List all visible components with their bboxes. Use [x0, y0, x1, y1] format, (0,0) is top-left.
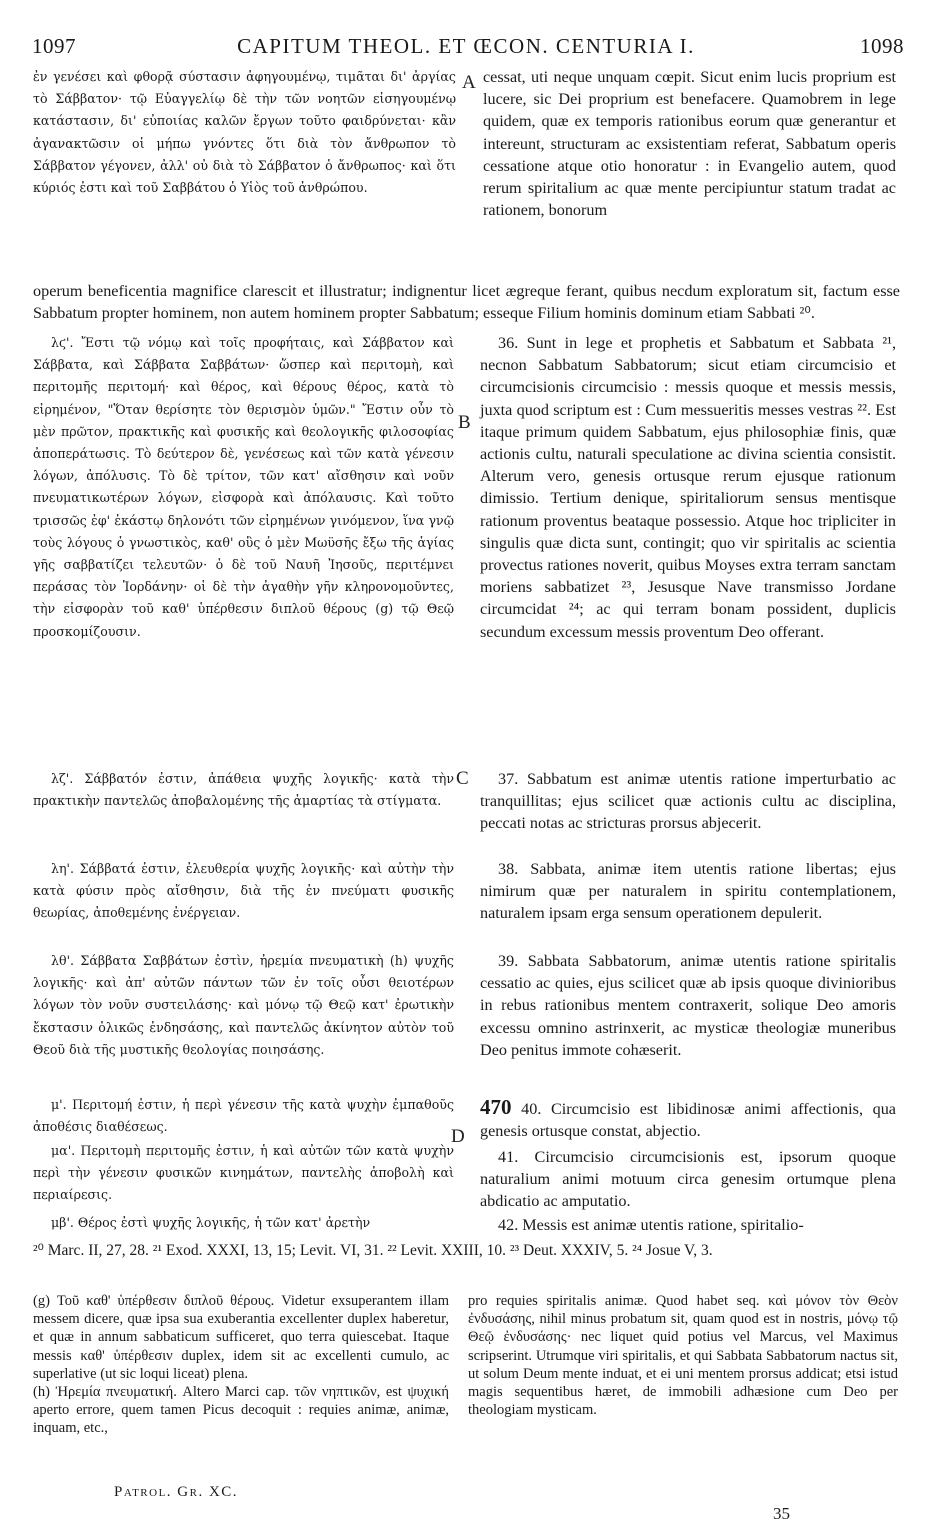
- greek-text-36: λϛ'. Ἔστι τῷ νόμῳ καὶ τοῖς προφήταις, καὶ Σάββατον καὶ Σάββατα, καὶ Σάββατα Σαββάτων· ὥσπερ καὶ περιτομὴ, καὶ περιτομῆς περιτομή· καὶ θέρος, καὶ θέρους θέρος, κατὰ τὸ εἰρημένον, "Ὅταν θερίσητε τὸν θερισμὸν ὑμῶν." Ἔστιν οὖν τὸ μὲν πρῶτον, πρακτικῆς καὶ φυσικῆς καὶ θεολογικῆς φιλοσοφίας ἀποπεράτωσις. Τὸ δεύτερον δὲ, γενέσεως καὶ τῶν κατὰ γένεσιν λόγων, ἀπόλυσις. Τὸ δὲ τρίτον, τῶν κατ' αἴσθησιν καὶ νοῦν πνευματικωτέρων λόγων, εἰσφορὰ καὶ ἀπόλαυσις. Καὶ τοῦτο τρισσῶς ἐφ' ἑκάστῳ δηλονότι τῶν εἰρημένων γινόμενον, ἵνα γνῷ τοὺς λόγους ὁ γνωστικὸς, καθ' οὓς ὁ μὲν Μωϋσῆς ἔξω τῆς ἁγίας γῆς σαββατίζει τελευτῶν· ὁ δὲ τοῦ Ναυῆ Ἰησοῦς, περιτέμνει περάσας τὸν Ἰορδάνην· οἱ δὲ τὴν ἀγαθὴν γῆν κληρονομοῦντες, τὴν εἰσφορὰν τοῦ καθ' ὑπέρθεσιν διπλοῦ θέρους (g) τῷ Θεῷ προσκομίζουσιν.: [33, 335, 454, 639]
- sheet-number: 35: [773, 1504, 790, 1523]
- latin-intro-continuation: [33, 264, 900, 341]
- left-column-number: 1097: [32, 34, 76, 58]
- greek-paragraph-intro: ἐν γενέσει καὶ φθορᾷ σύστασιν ἀφηγουμένῳ, τιμᾶται δι' ἀργίας τὸ Σάββατον· τῷ Εὐαγγελίῳ δὲ τὴν τῶν νοητῶν εἰσηγουμένῳ κατάστασιν, δι' εὐποιίας καλῶν ἔργων τοῦτο φαιδρύνεται· κἂν ἀγανακτῶσιν οἱ μήπω γνόντες ὅτι διὰ τὸν ἄνθρωπον τὸ Σάββατον γέγονεν, ἀλλ' οὐ διὰ τὸ Σάββατον ὁ ἄνθρωπος· καὶ ὅτι κύριός ἐστι καὶ τοῦ Σαββάτου ὁ Υἱὸς τοῦ ἀνθρώπου.: [33, 69, 456, 196]
- greek-text-39: λθ'. Σάββατα Σαββάτων ἐστὶν, ἠρεμία πνευματικὴ (h) ψυχῆς λογικῆς· καὶ ἀπ' αὐτῶν πάντων τῶν ἐν τοῖς οὖσι θειοτέρων λόγων τὸν νοῦν συστειλάσης· καὶ μόνῳ τῷ Θεῷ κατ' ἐρωτικὴν ἔκστασιν ὁλικῶς ἐνδησάσης, καὶ παντελῶς ἀκίνητον αὐτὸν τοῦ Θεοῦ διὰ τῆς μυστικῆς θεολογίας ποιησάσης.: [33, 953, 454, 1057]
- latin-chapter-36: [480, 332, 896, 643]
- greek-chapter-40: [33, 1094, 454, 1138]
- note-h-continuation: pro requies spiritalis animæ. Quod habet seq. καὶ μόνον τὸν Θεὸν ἐνδυσάσης, nihil minus probatum sit, quam quod est in nostris, μόνῳ τῷ Θεῷ ἐνδυσάσης· nec liquet quid potius vel Marcus, vel Maximus scripserint. Utrumque viri spiritalis, et qui Sabbata Sabbatorum nactus sit, ut solum Deum mente induat, et ei uni mentem prorsus addicat; etsi istud magis sequentibus hæret, de immobili adhæsione cum Deo per theologiam mysticam.: [468, 1293, 898, 1419]
- editor-notes-right: [468, 1292, 898, 1419]
- latin-text-41: 41. Circumcisio circumcisionis est, ipsorum quoque naturalium animi motuum circa genesim ortumque plena abdicatio ac amputatio.: [480, 1148, 896, 1211]
- margin-marker-d: D: [451, 1126, 465, 1147]
- signature-mark: Patrol. Gr. XC.: [114, 1484, 239, 1500]
- margin-marker-a: A: [462, 72, 476, 93]
- latin-text-39: 39. Sabbata Sabbatorum, animæ utentis ratione spiritalis cessatio ac quies, ejus scilicet quæ ab ipsis quoque divinioribus in rebus rationibus mentem contraxerit, solique Deo amoris excessu omnino astrinxerit, ac mysticæ theologiæ muneribus Deo penitus immote cohæserit.: [480, 952, 896, 1059]
- margin-marker-c: C: [456, 768, 469, 789]
- note-h: (h) Ἠρεμία πνευματική. Altero Marci cap. τῶν νηπτικῶν, est ψυχική aperto errore, quem tamen Picus decoquit : requies animæ, animæ, inquam, etc.,: [33, 1384, 449, 1437]
- greek-chapter-39: [33, 950, 454, 1061]
- editor-notes-left: [33, 1292, 449, 1438]
- latin-text-40: 40. Circumcisio est libidinosæ animi affectionis, qua genesis ortusque constat, abjectio.: [480, 1100, 896, 1141]
- latin-column-intro: [483, 66, 896, 221]
- greek-text-40: μ'. Περιτομή ἐστιν, ἡ περὶ γένεσιν τῆς κατὰ ψυχὴν ἐμπαθοῦς ἀποθέσις διαθέσεως.: [33, 1097, 454, 1135]
- note-g: (g) Τοῦ καθ' ὑπέρθεσιν διπλοῦ θέρους. Videtur exsuperantem illam messem dicere, quæ ipsa sua exuberantia excellenter duplex haberetur, et quæ in annum sabbaticum sufficeret, quo terra quiescebat. Itaque messis καθ' ὑπέρθεσιν duplex, idem sit ac excellenti cumulo, ac superlative (ut sic loqui liceat) plena.: [33, 1293, 449, 1382]
- latin-chapter-41: [480, 1146, 896, 1213]
- latin-chapter-40: [480, 1096, 896, 1142]
- running-header: [22, 34, 910, 60]
- greek-text-41: μα'. Περιτομὴ περιτομῆς ἐστιν, ἡ καὶ αὐτῶν τῶν κατὰ ψυχὴν περὶ τὴν γένεσιν φυσικῶν κινημάτων, παντελὴς ἀποβολὴ καὶ περιαίρεσις.: [33, 1143, 454, 1203]
- running-title: CAPITUM THEOL. ET ŒCON. CENTURIA I.: [237, 34, 695, 58]
- greek-column-intro: [33, 66, 456, 199]
- latin-text-40-wrapper: [480, 1096, 896, 1142]
- latin-text-37: 37. Sabbatum est animæ utentis ratione imperturbatio ac tranquillitas; ejus scilicet quæ actionis cultu ac disciplina, peccati notas ac stricturas prorsus abjecerit.: [480, 770, 896, 833]
- latin-paragraph-intro: cessat, uti neque unquam cœpit. Sicut enim lucis proprium est lucere, sic Dei proprium est benefacere. Quamobrem in lege quidem, quæ ex temporis rationibus eorum quæ generantur et intereunt, structuram ac exsistentiam referat, Sabbatum operis cessatione atque otio honoratur : in Evangelio autem, quod rerum spiritalium ac quæ mente percipiuntur statum tradat ac rationem, bonorum: [483, 68, 896, 220]
- margin-marker-b: B: [458, 412, 471, 433]
- greek-chapter-38: [33, 858, 454, 925]
- latin-text-38: 38. Sabbata, animæ item utentis ratione libertas; ejus nimirum quæ per naturalem in spiritu contemplationem, naturalem ipsam erga sensum operationem depulerit.: [480, 860, 896, 923]
- latin-chapter-38: [480, 858, 896, 925]
- latin-chapter-39: [480, 950, 896, 1061]
- greek-text-38: λη'. Σάββατά ἐστιν, ἐλευθερία ψυχῆς λογικῆς· καὶ αὐτὴν τὴν κατὰ φύσιν πρὸς αἴσθησιν, διὰ τῆς ἐν πνεύματι φυσικῆς θεωρίας, ἀποθεμένης ἐνέργειαν.: [33, 861, 454, 921]
- footnote-references: ²⁰ Marc. II, 27, 28. ²¹ Exod. XXXI, 13, 15; Levit. VI, 31. ²² Levit. XXIII, 10. ²³ Deut. XXXIV, 5. ²⁴ Josue V, 3.: [33, 1242, 713, 1259]
- greek-chapter-37: [33, 768, 454, 812]
- column-number-470: 470: [480, 1095, 512, 1119]
- greek-text-42: μβ'. Θέρος ἐστὶ ψυχῆς λογικῆς, ἡ τῶν κατ' ἀρετὴν: [51, 1215, 371, 1230]
- greek-chapter-36: [33, 332, 454, 643]
- greek-chapter-41: [33, 1140, 454, 1207]
- latin-text-42: 42. Messis est animæ utentis ratione, spiritalio-: [498, 1216, 804, 1234]
- latin-text-36: 36. Sunt in lege et prophetis et Sabbatum et Sabbata ²¹, necnon Sabbatum Sabbatorum; sicut etiam circumcisio et circumcisionis circumcisio : messis quoque et messis messis, juxta quod scriptum est : Cum messueritis messes vestras ²². Est itaque primum quidem Sabbatum, ejus philosophiæ finis, quæ actionis cultu, naturali speculatione ac divina scientia consistit. Alterum vero, genesis ortusque rerum ejusque rationum dimissio. Tertium denique, spiritaliorum sensus mentisque rationum proventus beataque possessio. Atque hoc tripliciter in singulis quæ dicta sunt, contingit; quo vir spiritalis ac scientia provectus rationes noverit, quibus Moyses extra terram sanctam moriens sabbatizet ²³, Jesusque Nave transmisso Jordane circumcidat ²⁴; ac qui terram bonam possident, duplicis secundum excessum messis proventum Deo offerant.: [480, 334, 896, 641]
- greek-chapter-42: [33, 1212, 454, 1234]
- greek-text-37: λζ'. Σάββατόν ἐστιν, ἀπάθεια ψυχῆς λογικῆς· κατὰ τὴν πρακτικὴν παντελῶς ἀποβαλομένης τῆς ἁμαρτίας τὰ στίγματα.: [33, 771, 454, 809]
- latin-paragraph-intro-full: operum beneficentia magnifice clarescit et illustratur; indignentur licet ægreque ferant, quibus necdum exploratum sit, factum esse Sabbatum propter hominem, non autem hominem propter Sabbatum; esseque Filium hominis dominum etiam Sabbati ²⁰.: [33, 282, 900, 323]
- right-column-number: 1098: [860, 34, 904, 58]
- latin-chapter-37: [480, 768, 896, 835]
- latin-chapter-42: [480, 1214, 896, 1236]
